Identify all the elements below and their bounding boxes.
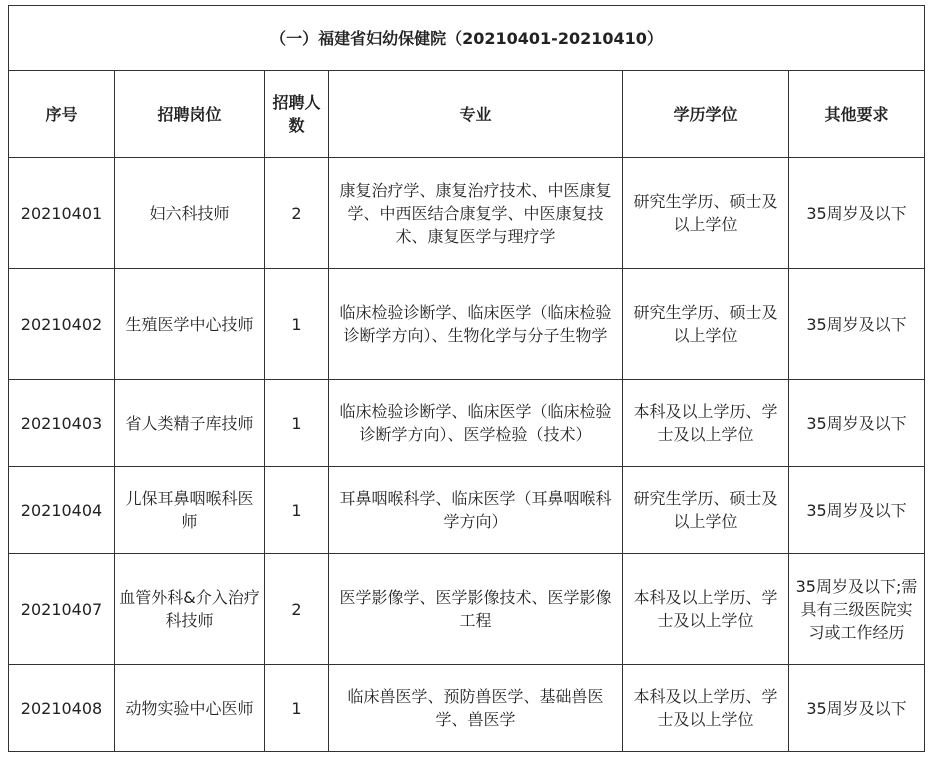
cell-position: 生殖医学中心技师 bbox=[115, 269, 265, 380]
table-row bbox=[9, 554, 925, 665]
cell-seq: 20210401 bbox=[9, 158, 115, 269]
header-row bbox=[9, 71, 925, 158]
cell-position: 儿保耳鼻咽喉科医师 bbox=[115, 467, 265, 554]
cell-other: 35周岁及以下 bbox=[789, 269, 925, 380]
cell-major: 康复治疗学、康复治疗技术、中医康复学、中西医结合康复学、中医康复技术、康复医学与理疗学 bbox=[329, 158, 623, 269]
cell-degree: 研究生学历、硕士及以上学位 bbox=[623, 467, 789, 554]
cell-count: 1 bbox=[265, 380, 329, 467]
header-major: 专业 bbox=[329, 71, 623, 158]
cell-position: 血管外科&介入治疗科技师 bbox=[115, 554, 265, 665]
table-title: （一）福建省妇幼保健院（20210401-20210410） bbox=[9, 6, 925, 71]
recruitment-table bbox=[8, 5, 925, 752]
cell-seq: 20210403 bbox=[9, 380, 115, 467]
cell-position: 妇六科技师 bbox=[115, 158, 265, 269]
cell-other: 35周岁及以下;需具有三级医院实习或工作经历 bbox=[789, 554, 925, 665]
cell-seq: 20210407 bbox=[9, 554, 115, 665]
table-row bbox=[9, 665, 925, 752]
header-other: 其他要求 bbox=[789, 71, 925, 158]
cell-major: 耳鼻咽喉科学、临床医学（耳鼻咽喉科学方向） bbox=[329, 467, 623, 554]
cell-position: 省人类精子库技师 bbox=[115, 380, 265, 467]
cell-count: 1 bbox=[265, 269, 329, 380]
cell-count: 2 bbox=[265, 158, 329, 269]
cell-seq: 20210408 bbox=[9, 665, 115, 752]
cell-major: 临床检验诊断学、临床医学（临床检验诊断学方向）、医学检验（技术） bbox=[329, 380, 623, 467]
cell-count: 1 bbox=[265, 467, 329, 554]
cell-degree: 本科及以上学历、学士及以上学位 bbox=[623, 380, 789, 467]
cell-degree: 本科及以上学历、学士及以上学位 bbox=[623, 554, 789, 665]
cell-other: 35周岁及以下 bbox=[789, 380, 925, 467]
cell-degree: 本科及以上学历、学士及以上学位 bbox=[623, 665, 789, 752]
cell-other: 35周岁及以下 bbox=[789, 665, 925, 752]
recruitment-table-wrapper bbox=[8, 5, 925, 752]
table-row bbox=[9, 269, 925, 380]
cell-major: 医学影像学、医学影像技术、医学影像工程 bbox=[329, 554, 623, 665]
header-count: 招聘人数 bbox=[265, 71, 329, 158]
cell-degree: 研究生学历、硕士及以上学位 bbox=[623, 158, 789, 269]
cell-position: 动物实验中心医师 bbox=[115, 665, 265, 752]
table-row bbox=[9, 467, 925, 554]
cell-other: 35周岁及以下 bbox=[789, 467, 925, 554]
cell-count: 2 bbox=[265, 554, 329, 665]
cell-seq: 20210402 bbox=[9, 269, 115, 380]
cell-degree: 研究生学历、硕士及以上学位 bbox=[623, 269, 789, 380]
cell-major: 临床检验诊断学、临床医学（临床检验诊断学方向）、生物化学与分子生物学 bbox=[329, 269, 623, 380]
header-position: 招聘岗位 bbox=[115, 71, 265, 158]
title-row bbox=[9, 6, 925, 71]
table-row bbox=[9, 380, 925, 467]
cell-major: 临床兽医学、预防兽医学、基础兽医学、兽医学 bbox=[329, 665, 623, 752]
cell-count: 1 bbox=[265, 665, 329, 752]
table-row bbox=[9, 158, 925, 269]
cell-seq: 20210404 bbox=[9, 467, 115, 554]
cell-other: 35周岁及以下 bbox=[789, 158, 925, 269]
header-seq: 序号 bbox=[9, 71, 115, 158]
header-degree: 学历学位 bbox=[623, 71, 789, 158]
